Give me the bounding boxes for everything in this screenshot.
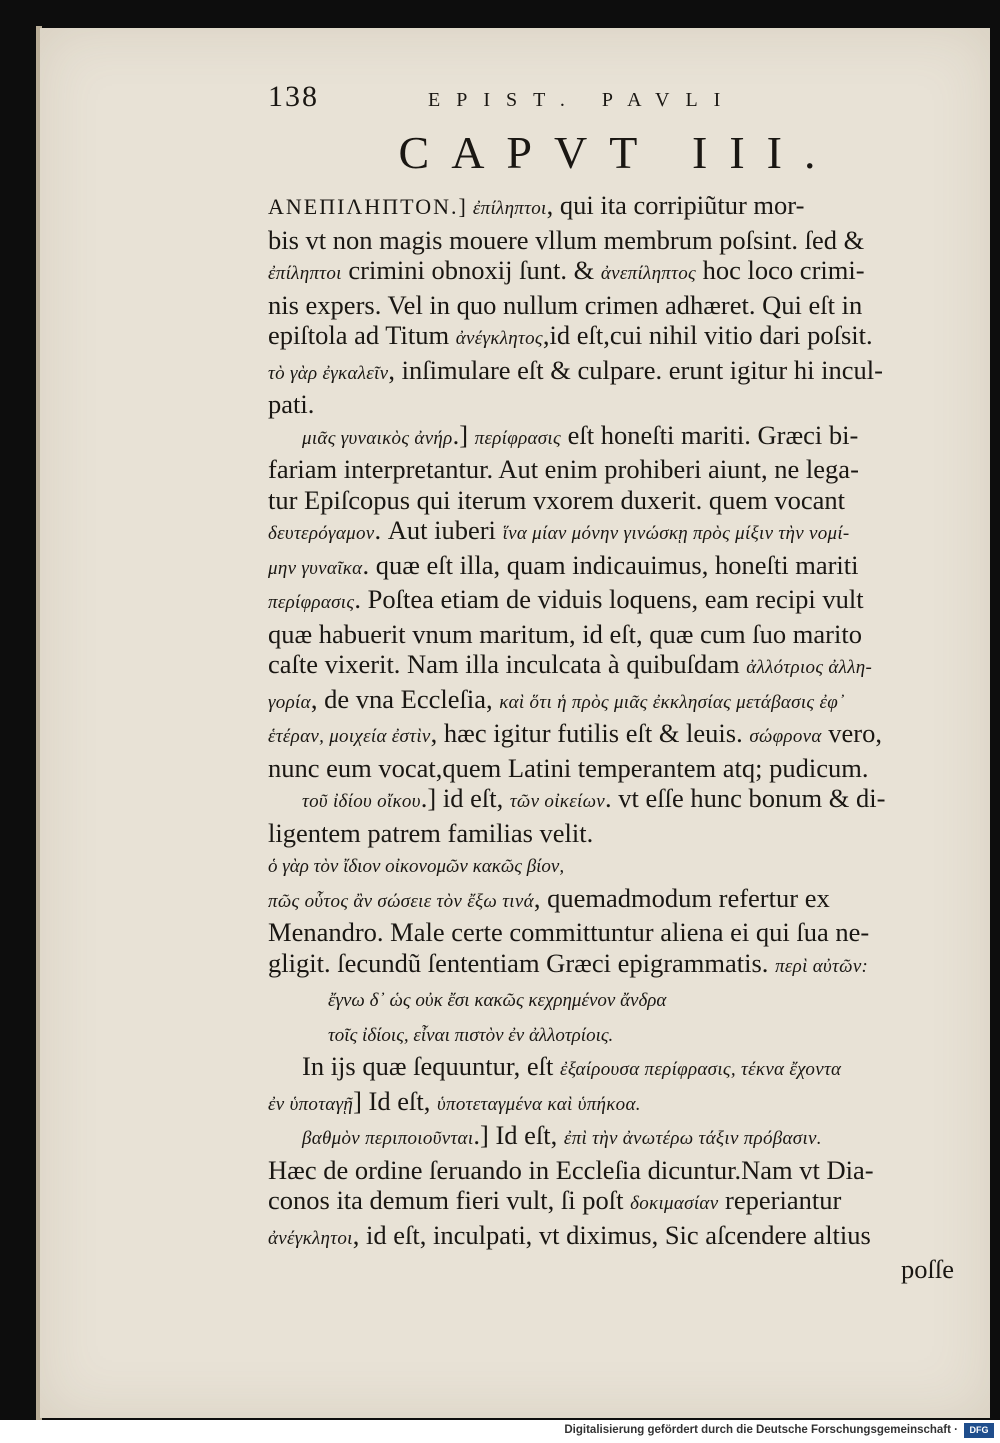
text-line (268, 190, 958, 225)
text-line (268, 225, 958, 256)
greek-text: περίφρασις (474, 427, 562, 449)
latin-text: gligit. ſecundũ ſententiam Græci epigrammatis. (268, 947, 776, 978)
latin-text: fariam interpretantur. Aut enim prohiberi aiunt, ne lega- (268, 454, 859, 484)
latin-text: , hæc igitur futilis eſt & leuis. (430, 718, 750, 748)
catchword: poſſe (901, 1254, 954, 1284)
latin-text: bis vt non magis mouere vllum membrum poſsint. ſed & (268, 224, 865, 255)
text-line (268, 290, 958, 321)
text-line (268, 848, 958, 883)
text-line (268, 355, 958, 390)
greek-text: περὶ αὐτῶν: (775, 955, 869, 977)
text-line (268, 255, 958, 290)
text-block (268, 80, 958, 1285)
greek-text: ἀλλότριος ἀλλη- (746, 657, 873, 678)
latin-text: nis expers. Vel in quo nullum crimen adhæret. Qui eſt in (268, 289, 863, 320)
page-number: 138 (268, 80, 319, 113)
text-line (268, 1220, 958, 1255)
text-line (268, 982, 958, 1017)
greek-text: σώφρονα (749, 726, 822, 747)
latin-text: ] Id eſt, (353, 1085, 437, 1116)
greek-text: τοῖς ἰδίοις, εἶναι πιστὸν ἐν ἀλλοτρίοις. (328, 1024, 614, 1046)
latin-text: , inſimulare eſt & culpare. erunt igitur hi incul- (388, 354, 883, 385)
latin-text: reperiantur (718, 1185, 842, 1215)
latin-text: .] (452, 419, 475, 450)
greek-text: ἀνέγκλητος (455, 328, 543, 349)
text-line (268, 783, 958, 818)
latin-text: epiſtola ad Titum (268, 320, 456, 350)
text-line (268, 454, 958, 485)
greek-text: μιᾶς γυναικὸς ἀνήρ (302, 427, 453, 449)
latin-text: .] Id eſt, (473, 1120, 564, 1150)
greek-text: ἀνέγκλητοι (268, 1227, 353, 1249)
funding-credit: Digitalisierung gefördert durch die Deutsche Forschungsgemeinschaft · (564, 1424, 958, 1436)
text-line (268, 1185, 958, 1220)
greek-text: ἵνα μίαν μόνην γινώσκῃ πρὸς μίξιν τὴν νομί- (502, 523, 850, 544)
greek-text: ἐπίληπτοι (268, 263, 342, 284)
dfg-logo: DFG (964, 1423, 994, 1438)
text-line (268, 718, 958, 753)
greek-text: ἀνεπίληπτος (600, 263, 697, 284)
text-line (268, 649, 958, 684)
greek-text: ἔγνω δ᾽ ὡς οὐκ ἔσι κακῶς κεχρημένον ἄνδρα (328, 990, 667, 1011)
body-text (268, 190, 958, 1254)
greek-text: πῶς οὗτος ἂν σώσειε τὸν ἔξω τινά (268, 890, 534, 912)
greek-text: τοῦ ἰδίου οἴκου (302, 791, 421, 812)
greek-text: ἐπίληπτοι (467, 198, 547, 219)
footer-bar (0, 1420, 1000, 1443)
latin-text: hoc loco crimi- (696, 255, 865, 285)
text-line (268, 753, 958, 784)
text-line (268, 883, 958, 918)
greek-text: μην γυναῖκα (268, 557, 363, 579)
text-line (268, 550, 958, 585)
latin-text: eſt honeſti mariti. Græci bi- (561, 419, 859, 450)
running-head (268, 80, 958, 124)
text-line (268, 420, 958, 455)
running-title: EPIST. PAVLI (428, 89, 737, 111)
text-line (268, 1155, 958, 1186)
latin-text: nunc eum vocat,quem Latini temperantem atq; pudicum. (268, 752, 869, 783)
chapter-heading: CAPVT III. (398, 127, 838, 178)
latin-text: . Aut iuberi (374, 515, 503, 545)
latin-text: Hæc de ordine ſeruando in Eccleſia dicuntur.Nam vt Dia- (268, 1154, 874, 1185)
greek-text: ἐπὶ τὴν ἀνωτέρω τάξιν πρόβασιν. (563, 1128, 822, 1149)
greek-text: δευτερόγαμον (268, 523, 375, 544)
text-line (268, 320, 958, 355)
text-line (268, 1086, 958, 1121)
latin-text: ligentem patrem familias velit. (268, 817, 594, 848)
latin-text: , qui ita corripiũtur mor- (546, 190, 805, 220)
text-line (268, 1120, 958, 1155)
text-line (268, 917, 958, 948)
latin-text: , id eſt, inculpati, vt diximus, Sic aſcendere altius (352, 1219, 871, 1250)
latin-text: . vt eſſe hunc bonum & di- (605, 783, 886, 813)
text-line (268, 684, 958, 719)
text-line (268, 1051, 958, 1086)
latin-text: caſte vixerit. Nam illa inculcata à quibuſdam (268, 649, 747, 679)
latin-text: vero, (821, 718, 882, 748)
greek-text: καὶ ὅτι ἡ πρὸς μιᾶς ἐκκλησίας μετάβασις ἐφ᾽ (499, 691, 845, 713)
latin-text: tur Epiſcopus qui iterum vxorem duxerit. quem vocant (268, 484, 845, 515)
greek-text: ἑτέραν, μοιχεία ἐστὶν (268, 726, 431, 747)
greek-text: τῶν οἰκείων (509, 791, 606, 812)
text-line (268, 948, 958, 983)
greek-text: γορία (268, 691, 311, 713)
latin-text: . quæ eſt illa, quam indicauimus, honeſti mariti (362, 549, 859, 580)
text-line (268, 389, 958, 420)
latin-text: . Poſtea etiam de viduis loquens, eam recipi vult (354, 584, 864, 614)
text-line (268, 515, 958, 550)
text-line (268, 1017, 958, 1052)
greek-text: βαθμὸν περιποιοῦνται (302, 1128, 474, 1149)
greek-text: ἐν ὑποταγῇ (268, 1093, 354, 1115)
greek-text: τὸ γὰρ ἐγκαλεῖν (268, 362, 389, 384)
text-line (268, 584, 958, 619)
greek-text: ὁ γὰρ τὸν ἴδιον οἰκονομῶν κακῶς βίον, (268, 856, 565, 877)
latin-text: , de vna Eccleſia, (310, 683, 500, 714)
greek-text: δοκιμασίαν (630, 1193, 719, 1214)
text-line (268, 619, 958, 650)
latin-text: conos ita demum fieri vult, ſi poſt (268, 1185, 631, 1215)
latin-text: , quemadmodum refertur ex (533, 882, 830, 913)
latin-text: pati. (268, 389, 315, 419)
latin-text: In ijs quæ ſequuntur, eſt (302, 1051, 561, 1081)
latin-text: ,id eſt,cui nihil vitio dari poſsit. (542, 320, 873, 350)
text-line (268, 485, 958, 516)
greek-text: ὑποτεταγμένα καὶ ὑπήκοα. (437, 1093, 641, 1115)
latin-text: Menandro. Male certe committuntur aliena ei qui ſua ne- (268, 917, 870, 947)
lemma-caps: ΑΝΕΠΙΛΗΠΤΟΝ.] (268, 194, 468, 219)
greek-text: περίφρασις (268, 592, 355, 613)
latin-text: crimini obnoxij ſunt. & (341, 255, 601, 285)
latin-text: quæ habuerit vnum maritum, id eſt, quæ cum ſuo marito (268, 618, 862, 649)
text-line (268, 818, 958, 849)
latin-text: .] id eſt, (420, 783, 510, 813)
greek-text: ἐξαίρουσα περίφρασις, τέκνα ἔχοντα (560, 1059, 842, 1080)
